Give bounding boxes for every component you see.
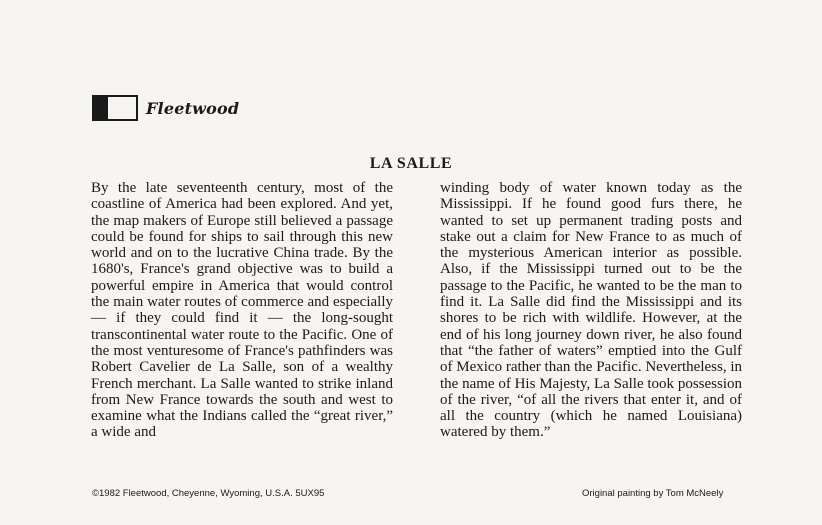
fleetwood-logo <box>92 95 239 121</box>
page-title: LA SALLE <box>369 155 453 172</box>
logo-mark-icon <box>92 95 138 121</box>
copyright-notice: ©1982 Fleetwood, Cheyenne, Wyoming, U.S.A. 5UX95 <box>92 488 325 499</box>
body-text-left-column: By the late seventeenth century, most of the coastline of America had been explored. And yet, the map makers of Europe still believed a passage could be found for ships to sail through this new world and on to the lucrative China trade. By the 1680's, France's grand objective was to build a powerful empire in America that would control the main water routes of commerce and especially — if they could find it — the long-sought transcontinental water route to the Pacific. One of the most venturesome of France's pathfinders was Robert Cavelier de La Salle, son of a wealthy French merchant. La Salle wanted to strike inland from New France towards the south and west to examine what the Indians called the “great river,” a wide and <box>91 180 393 441</box>
painting-credit: Original painting by Tom McNeely <box>582 488 724 499</box>
logo-wordmark: Fleetwood <box>146 98 240 118</box>
body-text-right-column: winding body of water known today as the Mississippi. If he found good furs there, he wanted to set up permanent trading posts and stake out a claim for New France to as much of the mysterious American interior as possible. Also, if the Mississippi turned out to be the passage to the Pacific, he wanted to be the man to find it. La Salle did find the Mississippi and its shores to be rich with wildlife. However, at the end of his long journey down river, he also found that “the father of waters” emptied into the Gulf of Mexico rather than the Pacific. Nevertheless, in the name of His Majesty, La Salle took possession of the river, “of all the rivers that enter it, and of all the country (which he named Louisiana) watered by them.” <box>440 180 742 441</box>
